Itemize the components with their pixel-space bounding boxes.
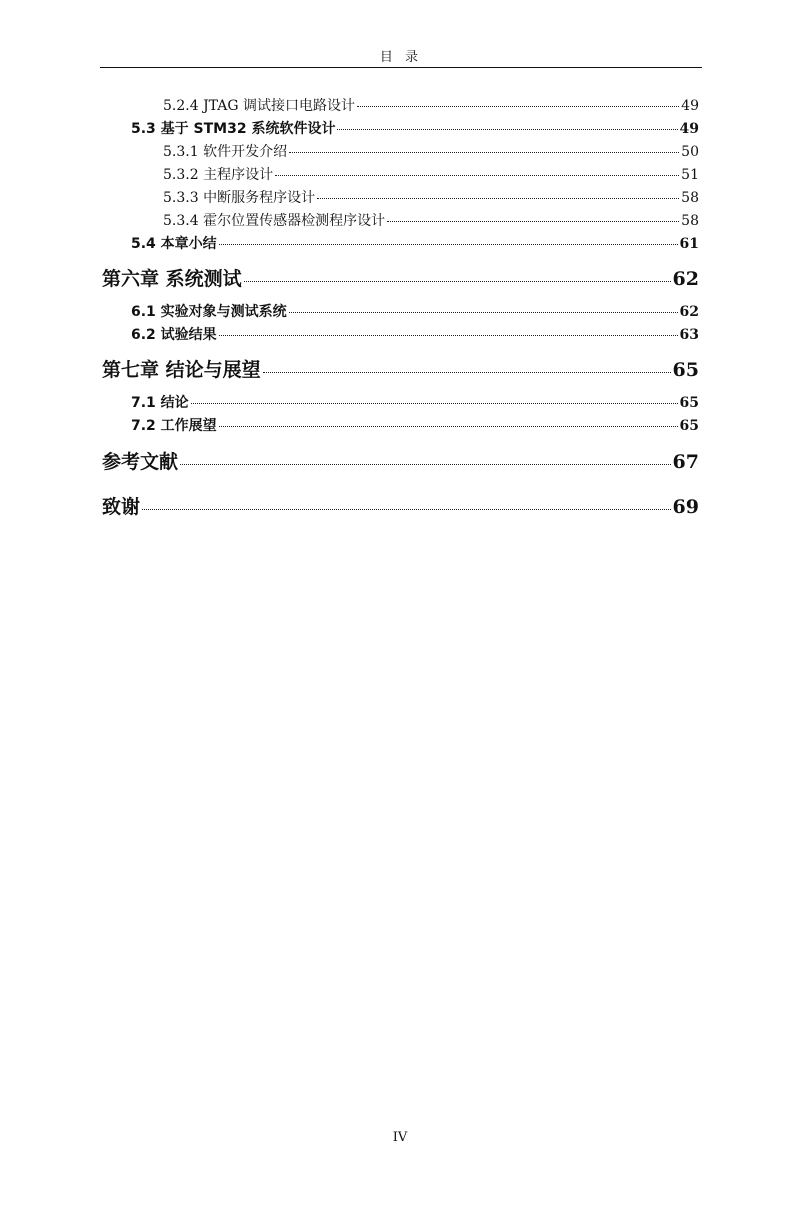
toc-entry-page: 51	[681, 167, 699, 183]
toc-entry-page: 49	[679, 121, 699, 137]
toc-entry-page: 62	[679, 304, 699, 320]
toc-entry-chapter-6[interactable]	[102, 264, 699, 291]
header-rule	[100, 67, 702, 68]
toc-entry-page: 65	[679, 418, 699, 434]
toc-entry-5-2-4[interactable]	[163, 95, 699, 115]
toc-entry-title: 5.3.3 中断服务程序设计	[163, 190, 316, 206]
toc-entry-5-3-1[interactable]	[163, 141, 699, 161]
toc-entry-title: 第七章 结论与展望	[102, 359, 261, 381]
toc-entry-page: 58	[681, 213, 699, 229]
toc-leader-dots	[244, 266, 671, 285]
toc-entry-title: 5.3.1 软件开发介绍	[163, 144, 288, 160]
toc-entry-chapter-7[interactable]	[102, 355, 699, 382]
toc-leader-dots	[191, 393, 678, 407]
toc-leader-dots	[357, 96, 679, 110]
toc-entry-5-3-4[interactable]	[163, 210, 699, 230]
toc-entry-6-1[interactable]	[131, 301, 699, 321]
toc-entry-title: 6.1 实验对象与测试系统	[131, 304, 287, 320]
toc-entry-title: 5.3 基于 STM32 系统软件设计	[131, 121, 336, 137]
toc-entry-7-1[interactable]	[131, 392, 699, 412]
toc-entry-page: 62	[672, 268, 699, 290]
page-number: IV	[392, 1130, 408, 1145]
toc-entry-page: 65	[672, 359, 699, 381]
toc-entry-title: 5.2.4 JTAG 调试接口电路设计	[163, 98, 356, 114]
toc-leader-dots	[289, 142, 679, 156]
toc-leader-dots	[275, 165, 679, 179]
toc-entry-page: 49	[681, 98, 699, 114]
toc-entry-title: 参考文献	[102, 451, 179, 473]
toc-entry-page: 50	[681, 144, 699, 160]
toc-entry-page: 69	[672, 496, 699, 518]
toc-entry-5-4[interactable]	[131, 233, 699, 253]
toc-entry-title: 5.4 本章小结	[131, 236, 217, 252]
toc-entry-acknowledgements[interactable]	[102, 492, 699, 519]
toc-leader-dots	[317, 188, 679, 202]
toc-entry-title: 6.2 试验结果	[131, 327, 217, 343]
toc-entry-page: 61	[679, 236, 699, 252]
toc-entry-page: 67	[672, 451, 699, 473]
toc-leader-dots	[337, 119, 677, 133]
toc-leader-dots	[263, 357, 671, 376]
toc-entry-page: 65	[679, 395, 699, 411]
toc-entry-title: 5.3.4 霍尔位置传感器检测程序设计	[163, 213, 386, 229]
toc-entry-5-3-3[interactable]	[163, 187, 699, 207]
toc-entry-title: 5.3.2 主程序设计	[163, 167, 274, 183]
toc-entry-references[interactable]	[102, 447, 699, 474]
toc-leader-dots	[180, 449, 671, 468]
toc-entry-page: 63	[679, 327, 699, 343]
toc-entry-5-3[interactable]	[131, 118, 699, 138]
toc-leader-dots	[219, 234, 678, 248]
toc-entry-5-3-2[interactable]	[163, 164, 699, 184]
toc-entry-page: 58	[681, 190, 699, 206]
toc-entry-title: 第六章 系统测试	[102, 268, 242, 290]
toc-entry-6-2[interactable]	[131, 324, 699, 344]
toc-entry-title: 致谢	[102, 496, 141, 518]
page-header: 目 录	[379, 50, 423, 65]
toc-leader-dots	[387, 211, 679, 225]
toc-leader-dots	[142, 494, 671, 513]
toc-entry-7-2[interactable]	[131, 415, 699, 435]
toc-entry-title: 7.2 工作展望	[131, 418, 217, 434]
toc-leader-dots	[219, 416, 678, 430]
toc-leader-dots	[219, 325, 678, 339]
toc-leader-dots	[289, 302, 678, 316]
toc-entry-title: 7.1 结论	[131, 395, 189, 411]
